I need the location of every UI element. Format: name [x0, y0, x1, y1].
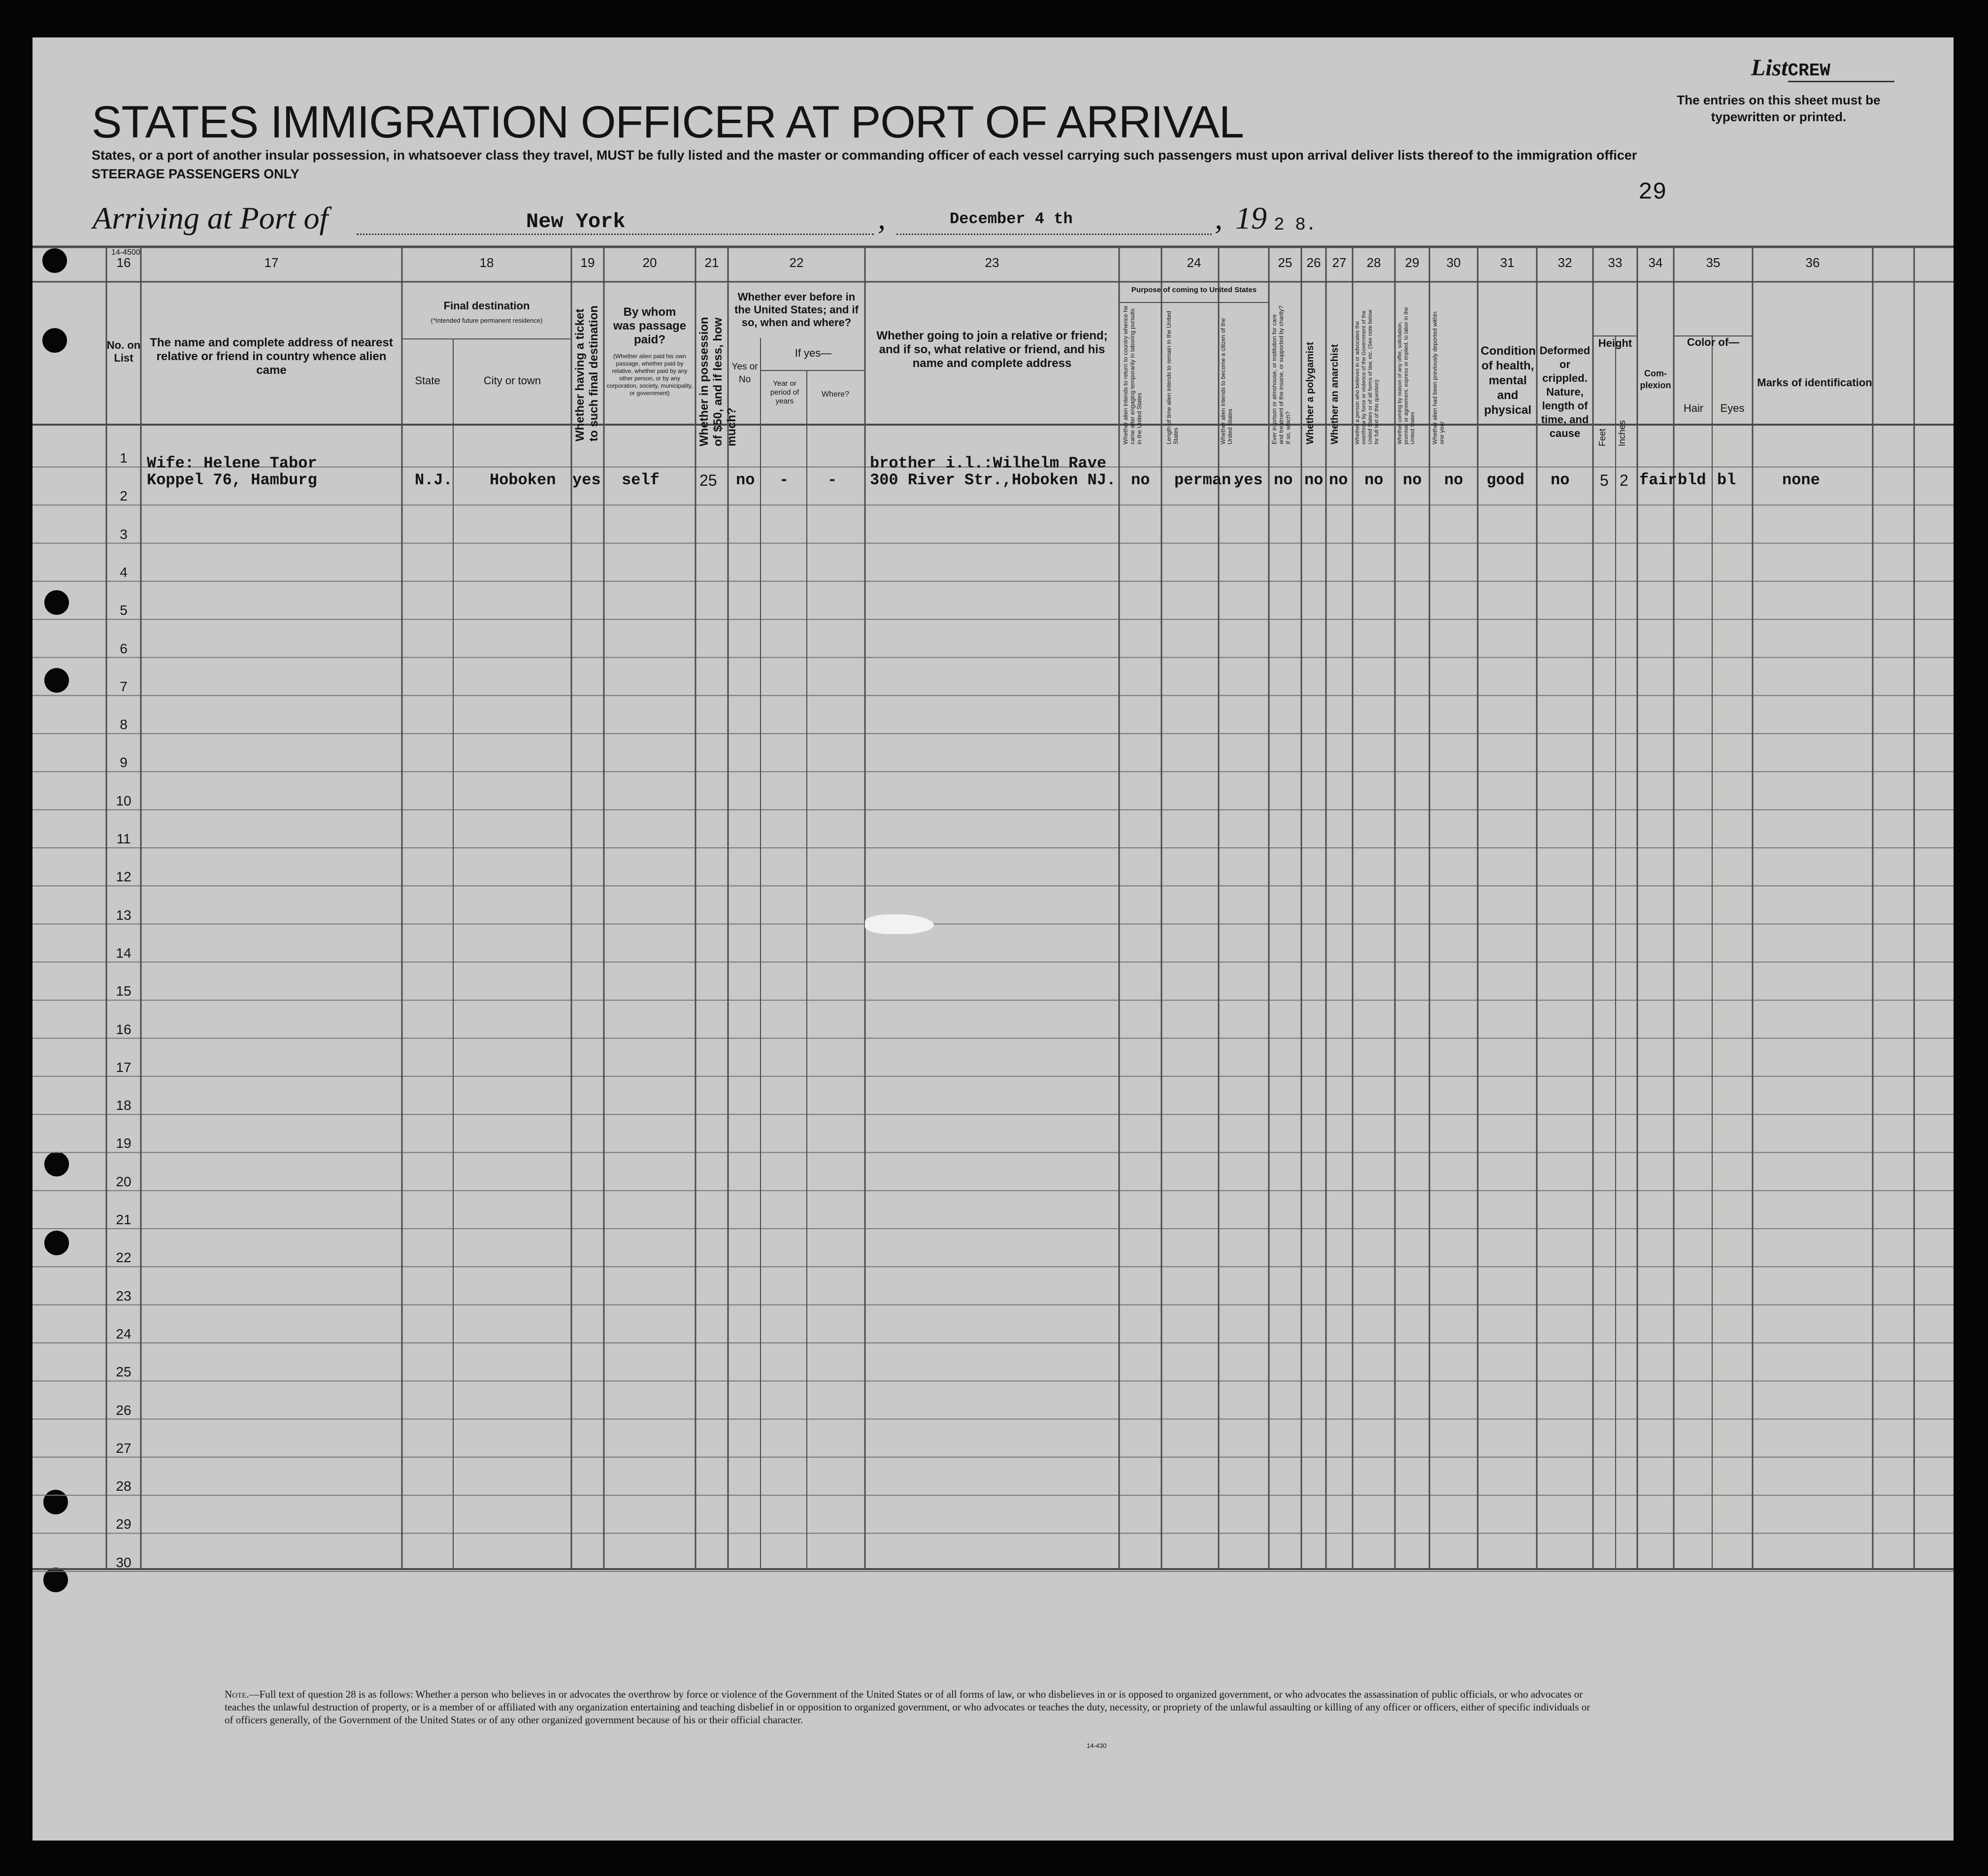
polygamist-value: no [1304, 471, 1324, 489]
row-number: 2 [120, 488, 128, 504]
row-number: 9 [120, 755, 128, 770]
arriving-label: Arriving at Port of [93, 201, 329, 235]
row-number: 8 [120, 717, 128, 733]
row-number: 13 [116, 907, 132, 923]
row-number: 4 [120, 564, 128, 580]
marks-value: none [1782, 471, 1820, 489]
join-relative-address: 300 River Str.,Hoboken NJ. [870, 471, 1116, 489]
overthrow-value: no [1364, 471, 1384, 489]
sheet-number: 29 [1638, 179, 1667, 206]
col-header-join-relative: Whether going to join a relative or friend; and if so, what relative or friend, and his name and complete address [876, 329, 1108, 370]
page-title: STATES IMMIGRATION OFFICER AT PORT OF ARRIVAL [92, 97, 1244, 147]
footnote: Note.—Full text of question 28 is as follows: Whether a person who believes in or advocates the overthrow by force or violence of the Government of the United States or of all forms of law, or who disbelieves in or is opposed to organized government, or who advocates the assassination of public officials, or who advocates or teaches the unlawful destruction of property, or is a member of or affiliated with any organization entertaining and teaching disbelief in or opposition to organized government, or who advocates or teaches the duty, necessity, or propriety of the unlawful assaulting or killing of any officer or officers, either of specific individuals or of officers generally, of the Government of the United States or of any other organized government because of his or their official character. [225, 1688, 1590, 1726]
manifest-sheet: ListCREW The entries on this sheet must be typewritten or printed. STATES IMMIGRATION OFFICER AT PORT OF ARRIVAL States, or a port of another insular possession, in whatsoever class they travel, MUST be fully listed and the master or commanding officer of each vessel carrying such passengers must upon arrival deliver lists thereof to the immigration officer STEERAGE PASSENGERS ONLY 29 Arriving at Port of New York , December 4 th , 19 2 8. 14-4500 16 17 18 19 20 21 22 23 24 25 26 27 28 29 30 31 32 33 34 35 36 No. on List The name and complete address of nearest relative or friend in country whence alien came Final destination (*Intended future permanent residence) State City or town Whether having a ticket to such final destination By whom was passage paid? (Whether alien paid his own passage, whether paid by relative, whether paid by any other person, or by any corporation, society, municipality, or government) Whether in possession of $50, and if less, how much? Whether ever before in the United States; and if so, when and where? Yes or No If yes— Year or period of years Where? Whether going to join a relative or friend; and if so, what relative or friend, and his name and complete address Purpose of coming to United States Whether alien intends to return to country whence he came after engaging temporarily in laboring pursuits in the United States Length of time alien intends to remain in the United States Whether alien intends to become a citizen of the United States Ever in prison or almshouse, or institution for care and treatment of the insane, or supported by charity? If so, which? Whether a polygamist Whether an anarchist Whether a person who believes in or advocates the overthrow by force or violence of the Government of the United States or of all forms of law, etc. (See note below for full text of this question) Whether coming by reason of any offer, solicitation, promise, or agreement, express or implied, to labor in the United States Whether alien had been previously deported within one year Condition of health, mental and physical Deformed or crippled. Nature, length of time, and cause Height Feet Inches Com-plexion Color of— Hair Eyes Marks of identification 1 2 3 4 5 6 7 8 9 10 11 12 13 14 15 16 17 18 19 20 21 22 23 24 25 26 27 28 29 30 Wife: Helene Tabor Koppel 76, Hamburg N.J. Hoboken yes self 25 no - - brother i.l.:Wilhelm Rave 300 River Str.,Hoboken NJ. no perman. yes no no no no no no good no 5 2 fair bld bl none Note.—Full text of question 28 is as follows: Whether a person who believes in or advocates the overthrow by force or violence of the Government of the United States or of all forms of law, or who disbelieves in or is opposed to organized government, or who advocates the assassination of public officials, or who advocates or teaches the unlawful destruction of property, or is a member of or affiliated with any organization entertaining and teaching disbelief in or opposition to organized government, or who advocates or teaches the duty, necessity, or propriety of the unlawful assaulting or killing of any officer or officers, either of specific individuals or of officers generally, of the Government of the United States or of any other organized government because of his or their official character. 14-430 [33, 37, 1954, 1841]
row-number: 6 [120, 640, 128, 656]
col-header-before-us: Whether ever before in the United States; and if so, when and where? [734, 291, 859, 329]
row-number: 25 [116, 1364, 132, 1380]
row-number: 3 [120, 526, 128, 542]
col-header-deformed: Deformed or crippled. Nature, length of time, and cause [1539, 344, 1590, 439]
complexion-value: fair [1639, 471, 1677, 489]
year-value: - [779, 471, 789, 489]
row-number: 17 [116, 1059, 132, 1075]
row-number: 12 [116, 869, 132, 885]
return-intent-value: no [1131, 471, 1150, 489]
col-header-purpose: Purpose of coming to United States [1131, 286, 1257, 294]
paper-damage [865, 914, 934, 934]
row-number: 1 [120, 450, 128, 466]
relative-address: Koppel 76, Hamburg [147, 471, 317, 489]
row-number: 22 [116, 1250, 132, 1266]
row-number: 23 [116, 1288, 132, 1304]
row-number: 20 [116, 1173, 132, 1189]
list-number: ListCREW [1751, 54, 1894, 81]
health-value: good [1487, 471, 1524, 489]
height-feet-value: 5 [1600, 471, 1609, 489]
destination-state: N.J. [415, 471, 453, 489]
col-header-marks: Marks of identification [1757, 376, 1872, 389]
anarchist-value: no [1329, 471, 1348, 489]
destination-city: Hoboken [490, 471, 556, 489]
citizen-intent-value: yes [1234, 471, 1263, 489]
row-number: 14 [116, 945, 132, 961]
deformed-value: no [1551, 471, 1570, 489]
footnote-code: 14-430 [1087, 1742, 1107, 1749]
hair-value: bld [1678, 471, 1706, 489]
row-number: 7 [120, 678, 128, 694]
passage-paid-value: self [622, 471, 660, 489]
row-number: 26 [116, 1402, 132, 1418]
labor-offer-value: no [1403, 471, 1422, 489]
prison-value: no [1274, 471, 1293, 489]
arrival-line: Arriving at Port of New York , December 4 th , 19 2 8. [93, 201, 1317, 235]
date-value: December 4 th [950, 210, 1073, 228]
page-subtitle: States, or a port of another insular possession, in whatsoever class they travel, MUST be fully listed and the master or commanding officer of each vessel carrying such passengers must upon arrival deliver lists thereof to the immigration officer STEERAGE PASSENGERS ONLY [92, 148, 1637, 181]
row-number: 27 [116, 1440, 132, 1456]
row-number: 11 [116, 831, 131, 846]
col-header-complexion: Com-plexion [1640, 368, 1671, 390]
col-header-money: Whether in possession of $50, and if less, how much? [697, 317, 738, 446]
col-header-final-destination: Final destination [443, 300, 530, 312]
row-number: 15 [116, 983, 132, 999]
row-number: 29 [116, 1516, 132, 1532]
row-number: 5 [120, 603, 128, 618]
join-relative-name: brother i.l.:Wilhelm Rave [870, 454, 1107, 472]
form-number: 14-4500 [111, 248, 140, 257]
port-value: New York [526, 210, 626, 234]
col-header-state: State [415, 374, 440, 387]
length-of-stay-value: perman. [1174, 471, 1241, 489]
row-number: 19 [116, 1136, 132, 1151]
col-header-no-on-list: No. on List [106, 339, 141, 364]
col-header-ticket: Whether having a ticket to such final destination [573, 305, 600, 441]
row-number: 16 [116, 1021, 132, 1037]
deported-value: no [1444, 471, 1463, 489]
eyes-value: bl [1717, 471, 1736, 489]
row-number: 18 [116, 1098, 132, 1113]
money-value: 25 [699, 471, 717, 489]
where-value: - [828, 471, 837, 489]
row-number: 30 [116, 1554, 132, 1570]
row-number: 28 [116, 1478, 132, 1494]
col-header-height: Height [1598, 337, 1632, 349]
ticket-value: yes [572, 471, 601, 489]
col-header-passage: By whom was passage paid? [613, 305, 687, 346]
col-header-color: Color of— [1687, 336, 1740, 348]
row-number: 24 [116, 1326, 132, 1341]
col-header-city: City or town [483, 374, 541, 387]
ruled-grid [33, 37, 1954, 1841]
before-us-value: no [736, 471, 755, 489]
col-header-relative: The name and complete address of nearest relative or friend in country whence alien came [150, 336, 393, 377]
col-header-health: Condition of health, mental and physical [1481, 344, 1536, 417]
row-number: 10 [116, 793, 132, 808]
year-suffix: 2 8. [1274, 215, 1317, 235]
row-number: 21 [116, 1212, 132, 1227]
typewritten-instruction: The entries on this sheet must be typewritten or printed. [1677, 93, 1881, 124]
relative-name: Wife: Helene Tabor [147, 454, 317, 472]
height-inches-value: 2 [1620, 471, 1628, 489]
year-prefix: 19 [1235, 201, 1267, 235]
